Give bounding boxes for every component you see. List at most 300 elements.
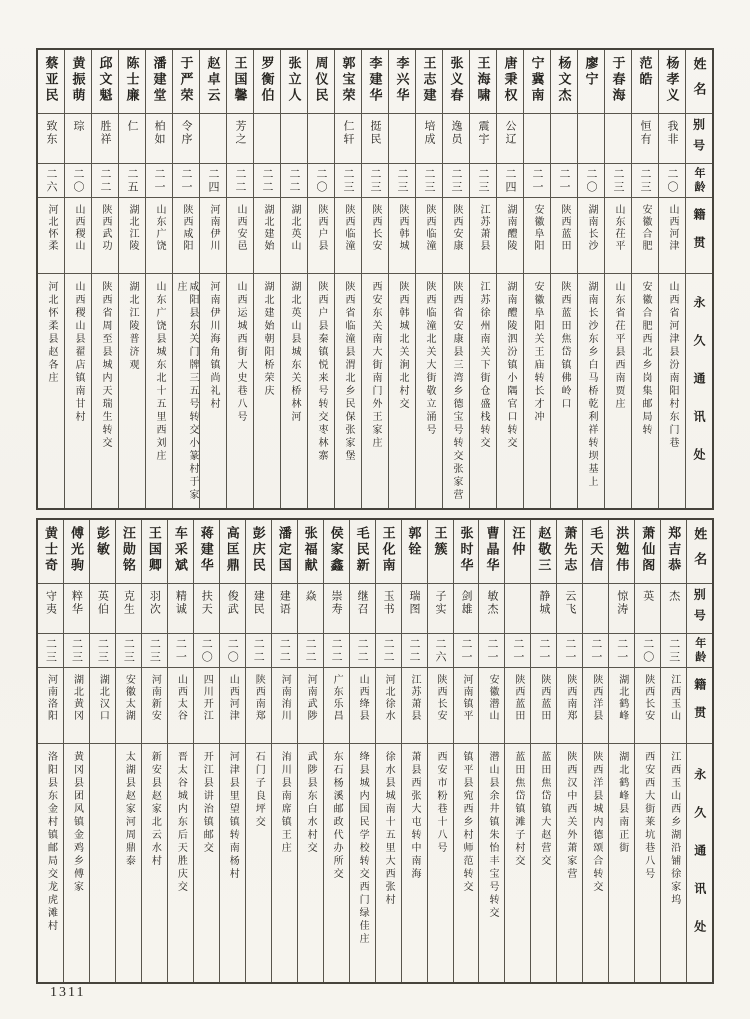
person-column: [361, 50, 388, 508]
person-native-place: 山东茌平: [613, 204, 624, 252]
person-age: 二三: [44, 637, 57, 664]
person-name: 邱文魁: [97, 56, 113, 104]
person-alias: 柏如: [153, 120, 165, 146]
person-address-cell: [220, 744, 245, 982]
person-native-place: 河南洧川: [279, 674, 291, 722]
person-alias-cell: [376, 584, 401, 634]
person-alias-cell: [350, 584, 375, 634]
person-native-place: 安徽太湖: [123, 674, 135, 722]
person-native-place: 湖北鹤峰: [616, 674, 628, 722]
person-name-cell: [470, 50, 496, 114]
person-address: 湖北鹤峰县南正街: [616, 751, 628, 855]
person-age: 二一: [511, 637, 524, 664]
person-name: 侯家鑫: [328, 526, 344, 574]
person-native-place-cell: [227, 198, 253, 274]
person-age: 二三: [122, 637, 135, 664]
person-age: 二二: [252, 637, 265, 664]
person-column: [496, 50, 523, 508]
person-alias: 致东: [45, 120, 57, 146]
person-name: 李建华: [367, 56, 383, 104]
person-age-cell: [38, 634, 63, 668]
person-address-cell: [661, 744, 686, 982]
person-name: 黄振萌: [70, 56, 86, 104]
person-age-cell: [416, 164, 442, 198]
person-age-cell: [635, 634, 660, 668]
person-name: 于严荣: [178, 56, 194, 104]
person-address: 河北怀柔县赵各庄: [46, 281, 57, 385]
person-age: 二三: [396, 167, 408, 194]
table-header-column: [685, 50, 712, 508]
person-native-place: 陕西临潼: [424, 204, 435, 252]
header-address-label: 永久通讯处: [692, 768, 707, 958]
person-alias-cell: [146, 114, 172, 164]
person-native-place-cell: [454, 668, 479, 744]
person-address-cell: [557, 744, 582, 982]
person-age: 二二: [278, 637, 291, 664]
person-age: 二一: [459, 637, 472, 664]
person-address-cell: [497, 274, 523, 508]
person-column: [38, 50, 64, 508]
person-age: 二〇: [666, 167, 678, 194]
person-address-cell: [38, 744, 63, 982]
person-name: 车采斌: [172, 526, 188, 574]
person-age-cell: [470, 164, 496, 198]
person-name: 彭庆民: [250, 526, 266, 574]
person-name: 赵敬三: [536, 526, 552, 574]
header-address-cell: [686, 274, 712, 508]
person-alias-cell: [416, 114, 442, 164]
person-address-cell: [578, 274, 604, 508]
person-column: [469, 50, 496, 508]
person-name: 李兴华: [394, 56, 410, 104]
person-native-place-cell: [659, 198, 685, 274]
person-age: 二六: [45, 167, 57, 194]
person-age-cell: [272, 634, 297, 668]
person-native-place: 山西太谷: [175, 674, 187, 722]
person-name: 萧先志: [562, 526, 578, 574]
person-address: 陕西省临潼县渭北乡民保张家堡: [343, 281, 354, 463]
person-alias: 仁轩: [342, 120, 354, 146]
person-address: 山西省河津县汾南阳村东门巷: [667, 281, 678, 450]
person-alias: 剑雄: [459, 590, 472, 616]
person-age: 二三: [450, 167, 462, 194]
person-address-cell: [246, 744, 271, 982]
person-age-cell: [524, 164, 550, 198]
person-age: 二四: [504, 167, 516, 194]
person-name-cell: [609, 520, 634, 584]
person-alias-cell: [173, 114, 199, 164]
person-column: [280, 50, 307, 508]
person-native-place-cell: [335, 198, 361, 274]
person-native-place: 河南镇平: [460, 674, 472, 722]
person-name: 廖宁: [583, 56, 599, 88]
person-column: [504, 520, 530, 982]
person-address: 咸阳县东关门牌三五号转交小篆村于家庄: [175, 281, 198, 502]
person-address: 西安西大街莱坑巷八号: [642, 751, 654, 881]
person-age-cell: [531, 634, 556, 668]
person-address-cell: [194, 744, 219, 982]
person-column: [349, 520, 375, 982]
person-age-cell: [146, 164, 172, 198]
person-native-place-cell: [92, 198, 118, 274]
header-native-cell: [687, 668, 712, 744]
person-age: 二二: [261, 167, 273, 194]
person-alias-cell: [454, 584, 479, 634]
person-name: 蒋建华: [198, 526, 214, 574]
person-age-cell: [551, 164, 577, 198]
person-native-place: 湖南醴陵: [505, 204, 516, 252]
person-name-cell: [272, 520, 297, 584]
person-column: [582, 520, 608, 982]
person-name-cell: [38, 50, 64, 114]
person-name: 于春海: [610, 56, 626, 104]
person-alias-cell: [551, 114, 577, 164]
person-age: 二二: [234, 167, 246, 194]
person-native-place-cell: [362, 198, 388, 274]
person-age: 二四: [207, 167, 219, 194]
person-name-cell: [146, 50, 172, 114]
person-native-place: 陕西南郑: [564, 674, 576, 722]
person-alias: 守夷: [44, 590, 57, 616]
person-age-cell: [428, 634, 453, 668]
person-native-place: 江苏萧县: [409, 674, 421, 722]
person-age: 二二: [408, 637, 421, 664]
person-alias-cell: [246, 584, 271, 634]
person-age: 二三: [667, 637, 680, 664]
person-name: 郭铨: [406, 526, 422, 558]
person-alias-cell: [92, 114, 118, 164]
person-native-place: 湖北建始: [262, 204, 273, 252]
person-address: 陕西汉中西关外萧家营: [564, 751, 576, 881]
person-name-cell: [220, 520, 245, 584]
person-address: 陕西户县秦镇悦来号转交枣林寨: [316, 281, 327, 463]
person-native-place-cell: [524, 198, 550, 274]
person-name: 张立人: [286, 56, 302, 104]
person-name: 周仪民: [313, 56, 329, 104]
header-address-cell: [687, 744, 712, 982]
person-address: 洧川县南席镇王庄: [279, 751, 291, 855]
person-name-cell: [376, 520, 401, 584]
person-name: 唐秉权: [502, 56, 518, 104]
person-column: [63, 520, 89, 982]
directory-table-lower: [36, 518, 714, 984]
directory-table-upper: [36, 48, 714, 510]
person-age-cell: [65, 164, 91, 198]
person-column: [91, 50, 118, 508]
person-native-place: 山西安邑: [235, 204, 246, 252]
person-native-place-cell: [505, 668, 530, 744]
person-name-cell: [551, 50, 577, 114]
person-column: [323, 520, 349, 982]
person-name: 毛民新: [354, 526, 370, 574]
person-address: 石门子良坪交: [253, 751, 265, 829]
person-address: 徐水县城南十五里大西张村: [383, 751, 395, 907]
person-age-cell: [350, 634, 375, 668]
person-alias: 英伯: [96, 590, 109, 616]
person-age: 二三: [96, 637, 109, 664]
person-name: 王海啸: [475, 56, 491, 104]
person-address-cell: [90, 744, 115, 982]
header-alias-label: 别号: [692, 587, 707, 630]
person-native-place: 湖北英山: [289, 204, 300, 252]
person-address: 山东省茌平县西南贾庄: [613, 281, 624, 411]
header-age-cell: [687, 634, 712, 668]
person-native-place: 陕西咸阳: [181, 204, 192, 252]
person-address-cell: [38, 274, 64, 508]
person-alias: 琮: [72, 120, 84, 133]
person-address: 萧县西张大屯转中南海: [409, 751, 421, 881]
person-alias-cell: [116, 584, 141, 634]
person-native-place-cell: [416, 198, 442, 274]
header-alias-cell: [687, 584, 712, 634]
person-name-cell: [505, 520, 530, 584]
person-address-cell: [659, 274, 685, 508]
person-name-cell: [524, 50, 550, 114]
header-age-cell: [686, 164, 712, 198]
header-name-label: 姓名: [691, 56, 707, 107]
person-alias-cell: [635, 584, 660, 634]
person-address-cell: [443, 274, 469, 508]
person-address-cell: [254, 274, 280, 508]
person-column: [478, 520, 504, 982]
person-address-cell: [416, 274, 442, 508]
person-name-cell: [497, 50, 523, 114]
person-address: 晋太谷城内东后天胜庆交: [175, 751, 187, 894]
person-alias-cell: [227, 114, 253, 164]
person-alias: 仁: [126, 120, 138, 133]
person-native-place: 陕西蓝田: [559, 204, 570, 252]
person-age: 二一: [531, 167, 543, 194]
person-native-place-cell: [583, 668, 608, 744]
person-alias: 精诚: [174, 590, 187, 616]
person-age-cell: [220, 634, 245, 668]
person-column: [64, 50, 91, 508]
person-name-cell: [350, 520, 375, 584]
person-age-cell: [281, 164, 307, 198]
person-age: 二一: [180, 167, 192, 194]
person-column: [631, 50, 658, 508]
person-address: 山东广饶县城东北十五里西刘庄: [154, 281, 165, 463]
person-native-place-cell: [578, 198, 604, 274]
person-address: 蓝田焦岱镇大赵营交: [538, 751, 550, 868]
person-age: 二一: [589, 637, 602, 664]
person-address: 陕西省安康县三湾乡德宝号转交张家营: [451, 281, 462, 502]
person-alias: 建民: [252, 590, 265, 616]
person-age: 二一: [153, 167, 165, 194]
person-alias: 玉书: [382, 590, 395, 616]
person-age: 二一: [537, 637, 550, 664]
person-address: 安徽合肥西北乡岗集邮局转: [640, 281, 651, 437]
person-column: [634, 520, 660, 982]
person-name-cell: [335, 50, 361, 114]
person-native-place-cell: [90, 668, 115, 744]
person-alias-cell: [220, 584, 245, 634]
person-address: 河南伊川海角镇尚礼村: [208, 281, 219, 411]
person-address: 东石杨溪邮政代办所交: [331, 751, 343, 881]
person-age-cell: [605, 164, 631, 198]
person-native-place: 山西绛县: [357, 674, 369, 722]
person-native-place-cell: [632, 198, 658, 274]
person-address: 开江县讲治镇邮交: [201, 751, 213, 855]
person-alias-cell: [194, 584, 219, 634]
person-age: 二二: [99, 167, 111, 194]
person-address: 潜山县余井镇朱怡丰宝号转交: [486, 751, 498, 920]
person-column: [427, 520, 453, 982]
person-address-cell: [173, 274, 199, 508]
person-age-cell: [298, 634, 323, 668]
person-alias-cell: [428, 584, 453, 634]
person-native-place-cell: [38, 668, 63, 744]
person-name-cell: [557, 520, 582, 584]
person-name-cell: [308, 50, 334, 114]
person-address: 新安县赵家北云水村: [149, 751, 161, 868]
person-name-cell: [454, 520, 479, 584]
person-alias-cell: [557, 584, 582, 634]
person-native-place-cell: [194, 668, 219, 744]
person-address-cell: [324, 744, 349, 982]
person-native-place-cell: [168, 668, 193, 744]
person-native-place-cell: [428, 668, 453, 744]
person-address-cell: [635, 744, 660, 982]
person-age: 二一: [485, 637, 498, 664]
person-name-cell: [298, 520, 323, 584]
person-address-cell: [64, 744, 89, 982]
person-native-place: 陕西长安: [370, 204, 381, 252]
person-alias-cell: [605, 114, 631, 164]
person-native-place-cell: [324, 668, 349, 744]
person-address-cell: [200, 274, 226, 508]
person-native-place: 陕西蓝田: [512, 674, 524, 722]
person-age: 二三: [612, 167, 624, 194]
person-age-cell: [142, 634, 167, 668]
person-address-cell: [119, 274, 145, 508]
person-alias: 克生: [122, 590, 135, 616]
person-name: 黄士奇: [42, 526, 58, 574]
person-name-cell: [227, 50, 253, 114]
person-address-cell: [505, 744, 530, 982]
person-name: 潘定国: [276, 526, 292, 574]
person-native-place-cell: [609, 668, 634, 744]
person-age-cell: [661, 634, 686, 668]
person-alias-cell: [609, 584, 634, 634]
person-address: 陕西韩城北关涧北村交: [397, 281, 408, 411]
person-alias-cell: [578, 114, 604, 164]
person-name-cell: [65, 50, 91, 114]
person-name-cell: [402, 520, 427, 584]
person-column: [167, 520, 193, 982]
person-alias: 瑞图: [408, 590, 421, 616]
person-native-place-cell: [220, 668, 245, 744]
person-name: 郑吉恭: [666, 526, 682, 574]
person-name: 范皓: [637, 56, 653, 88]
person-name-cell: [168, 520, 193, 584]
header-name-cell: [686, 50, 712, 114]
person-name-cell: [64, 520, 89, 584]
person-native-place-cell: [389, 198, 415, 274]
person-age: 二二: [304, 637, 317, 664]
person-native-place: 河南新安: [149, 674, 161, 722]
header-name-cell: [687, 520, 712, 584]
person-native-place-cell: [142, 668, 167, 744]
person-alias-cell: [254, 114, 280, 164]
person-native-place: 河北怀柔: [46, 204, 57, 252]
person-native-place: 陕西洋县: [590, 674, 602, 722]
person-name-cell: [38, 520, 63, 584]
person-alias: 粹华: [70, 590, 83, 616]
person-name: 王国卿: [146, 526, 162, 574]
person-native-place-cell: [479, 668, 504, 744]
person-native-place: 安徽合肥: [640, 204, 651, 252]
person-address-cell: [350, 744, 375, 982]
person-age: 二一: [174, 637, 187, 664]
person-address-cell: [524, 274, 550, 508]
header-name-label: 姓名: [692, 526, 708, 577]
person-age: 二三: [477, 167, 489, 194]
person-age: 二一: [615, 637, 628, 664]
person-native-place: 山西稷山: [73, 204, 84, 252]
person-native-place: 陕西韩城: [397, 204, 408, 252]
person-alias: 公辽: [504, 120, 516, 146]
person-column: [608, 520, 634, 982]
person-name-cell: [116, 520, 141, 584]
person-name-cell: [173, 50, 199, 114]
person-age-cell: [64, 634, 89, 668]
person-name: 高匡鼎: [224, 526, 240, 574]
person-name-cell: [583, 520, 608, 584]
person-alias: 敏杰: [485, 590, 498, 616]
person-age: 二三: [423, 167, 435, 194]
person-name-cell: [531, 520, 556, 584]
person-native-place-cell: [350, 668, 375, 744]
person-name: 杨文杰: [556, 56, 572, 104]
person-native-place: 河南洛阳: [45, 674, 57, 722]
person-native-place-cell: [551, 198, 577, 274]
person-native-place-cell: [470, 198, 496, 274]
person-address-cell: [142, 744, 167, 982]
person-address-cell: [281, 274, 307, 508]
person-native-place: 湖北江陵: [127, 204, 138, 252]
person-name: 毛天信: [588, 526, 604, 574]
person-age: 二一: [563, 637, 576, 664]
person-column: [199, 50, 226, 508]
person-address: 湖南长沙东乡白马桥乾利祥转坝基上: [586, 281, 597, 489]
person-alias-cell: [632, 114, 658, 164]
person-name: 郭宝荣: [340, 56, 356, 104]
header-alias-cell: [686, 114, 712, 164]
person-address-cell: [428, 744, 453, 982]
person-address: 蓝田焦岱镇滩子村交: [512, 751, 524, 868]
person-alias: 俊武: [226, 590, 239, 616]
page-number: 1311: [50, 985, 86, 1000]
person-age: 二三: [369, 167, 381, 194]
person-alias-cell: [497, 114, 523, 164]
header-alias-label: 别号: [691, 117, 706, 160]
person-address-cell: [470, 274, 496, 508]
person-name-cell: [92, 50, 118, 114]
person-name: 张福献: [302, 526, 318, 574]
person-age-cell: [246, 634, 271, 668]
person-age-cell: [443, 164, 469, 198]
person-native-place-cell: [557, 668, 582, 744]
person-native-place-cell: [661, 668, 686, 744]
person-age-cell: [92, 164, 118, 198]
person-column: [415, 50, 442, 508]
person-age: 二二: [330, 637, 343, 664]
person-address: 江西玉山西乡湖沿铺徐家坞: [668, 751, 680, 907]
person-native-place: 河南武陟: [305, 674, 317, 722]
person-alias-cell: [324, 584, 349, 634]
person-alias: 子实: [434, 590, 447, 616]
